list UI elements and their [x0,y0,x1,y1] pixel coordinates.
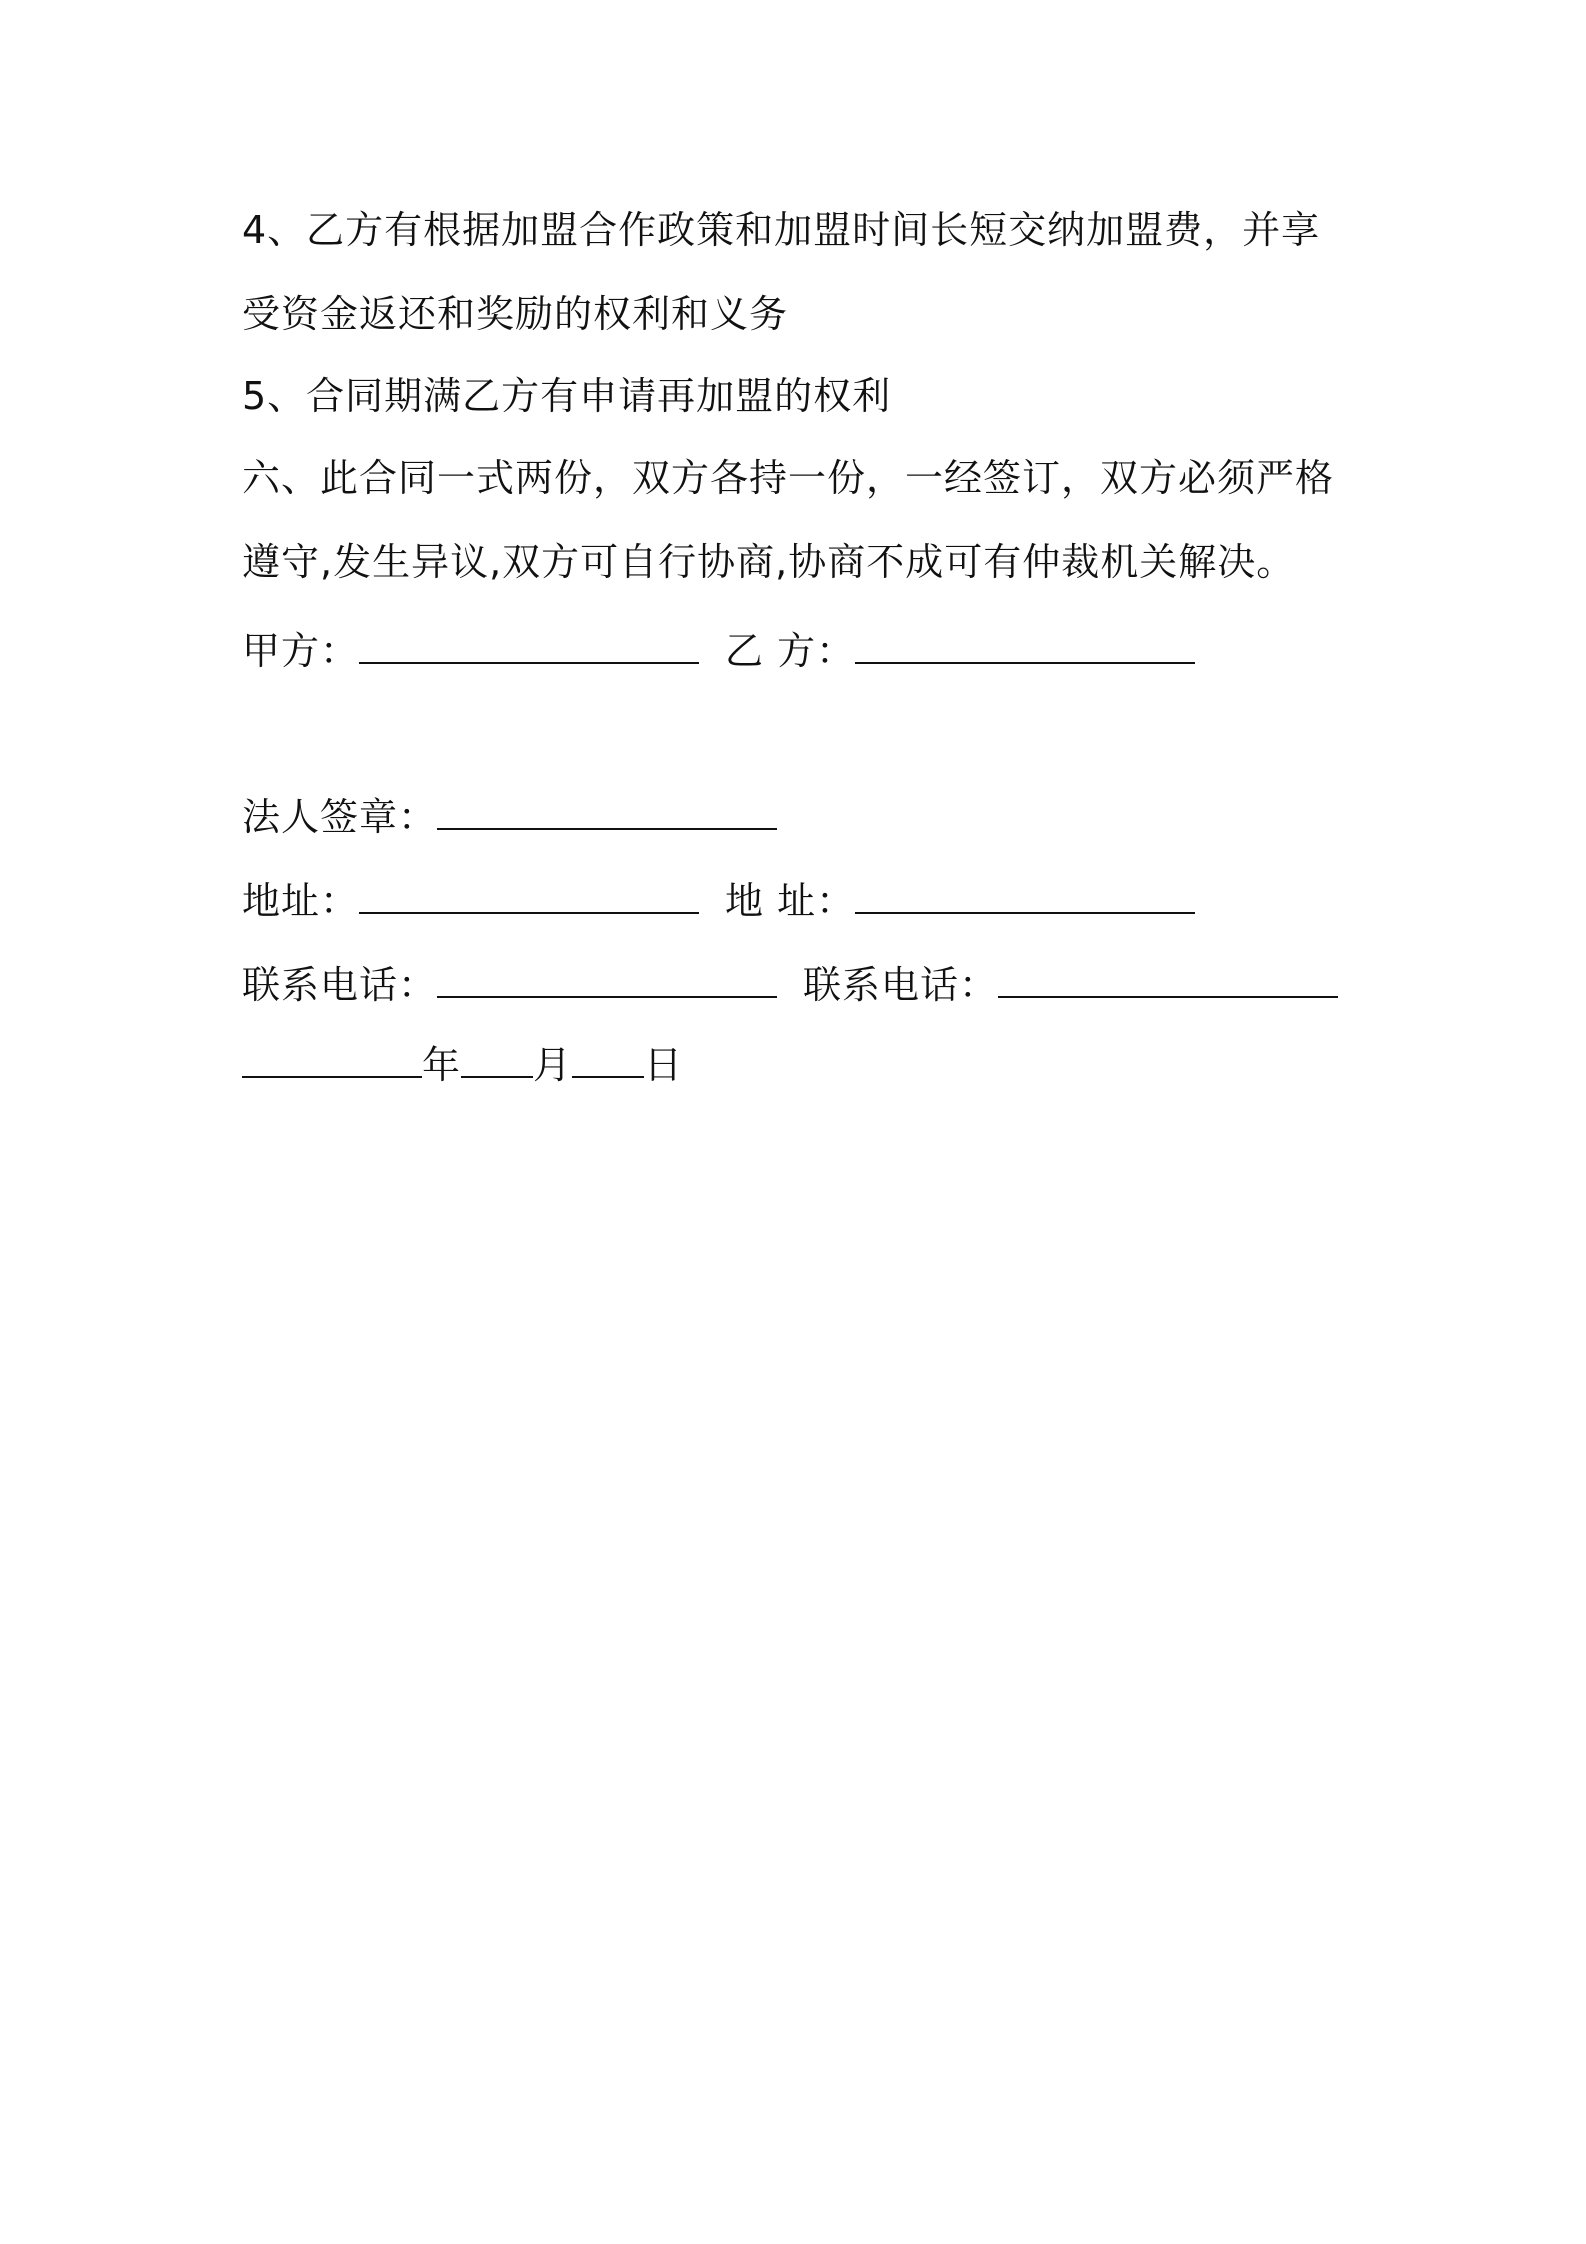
clause-6-line-1: 六、此合同一式两份，双方各持一份，一经签订，双方必须严格 [242,456,1335,500]
clause-4-line-1: 4、乙方有根据加盟合作政策和加盟时间长短交纳加盟费，并享 [242,208,1321,252]
party-a-blank[interactable] [359,626,699,664]
phone-a-blank[interactable] [437,960,777,998]
party-a-label: 甲方： [242,629,360,673]
year-blank[interactable] [242,1040,422,1078]
clause-6-line-2: 遵守,发生异议,双方可自行协商,协商不成可有仲裁机关解决。 [242,540,1296,584]
address-a-label: 地址： [242,879,360,923]
clause-5: 5、合同期满乙方有申请再加盟的权利 [242,374,892,418]
legal-seal-row [242,792,777,841]
address-a-blank[interactable] [359,876,699,914]
address-b-blank[interactable] [855,876,1195,914]
phone-b-label: 联系电话： [803,963,999,1007]
day-label: 日 [644,1043,684,1087]
year-label: 年 [422,1043,462,1087]
legal-seal-blank[interactable] [437,792,777,830]
party-b-blank[interactable] [855,626,1195,664]
day-blank[interactable] [572,1040,644,1078]
address-b-label: 地 址： [725,879,856,923]
address-row [242,876,1195,925]
phone-row [242,960,1338,1009]
party-b-label: 乙 方： [725,629,856,673]
month-label: 月 [533,1043,573,1087]
date-row [242,1040,683,1089]
phone-a-label: 联系电话： [242,963,438,1007]
month-blank[interactable] [461,1040,533,1078]
legal-seal-label: 法人签章： [242,795,438,839]
clause-4-line-2: 受资金返还和奖励的权利和义务 [242,292,789,336]
party-signature-row [242,626,1195,675]
phone-b-blank[interactable] [998,960,1338,998]
